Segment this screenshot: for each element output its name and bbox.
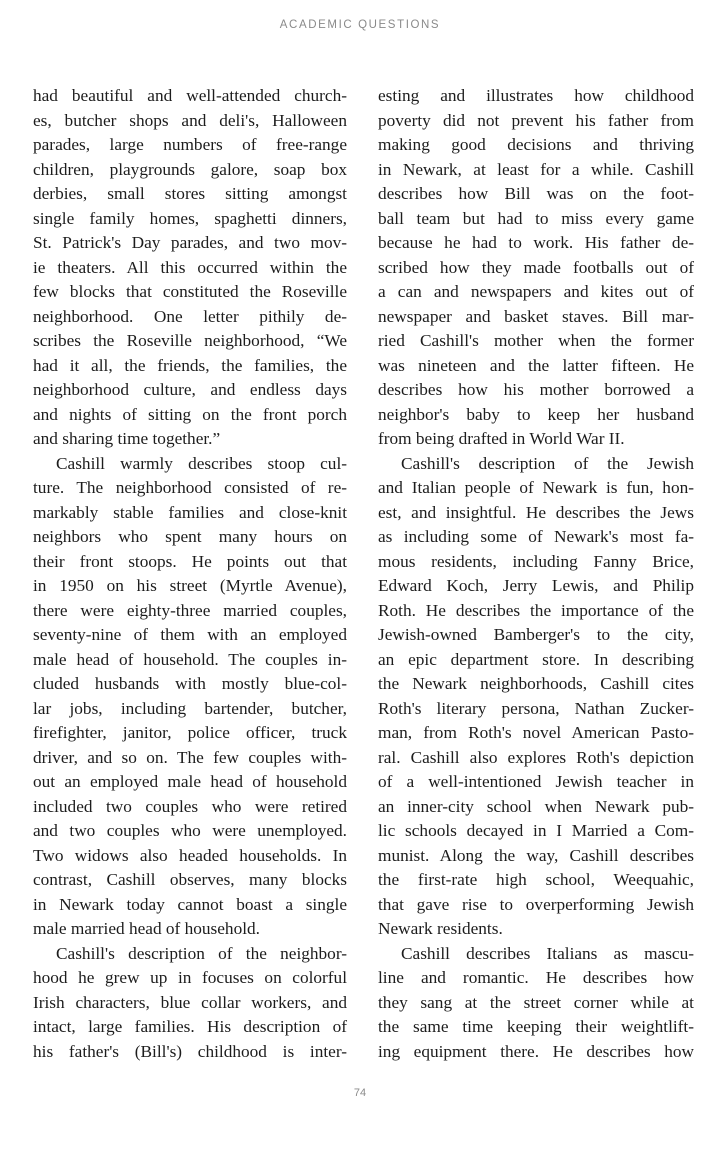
right-line-22: Roth. He describes the importance of the — [378, 600, 694, 620]
left-line-4: children, playgrounds galore, soap box — [33, 159, 347, 179]
left-line-2: es, butcher shops and deli's, Halloween — [33, 110, 347, 130]
left-line-35: male married head of household. — [33, 919, 260, 938]
right-line-24: an epic department store. In describing — [378, 649, 694, 669]
left-line-8: ie theaters. All this occurred within the — [33, 257, 347, 277]
right-line-13: describes how his mother borrowed a — [378, 380, 694, 399]
right-line-23: Jewish-owned Bamberger's to the city, — [378, 625, 694, 644]
left-line-23: seventy-nine of them with an employed — [33, 625, 347, 644]
right-line-8: scribed how they made footballs out of — [378, 257, 694, 277]
left-line-18: markably stable families and close-knit — [33, 502, 347, 522]
right-line-6: ball team but had to miss every game — [378, 208, 694, 228]
right-line-37: line and romantic. He describes how — [378, 968, 694, 987]
left-line-39: intact, large families. His description of — [33, 1017, 347, 1036]
left-line-9: few blocks that constituted the Roseville — [33, 282, 347, 301]
left-line-1: had beautiful and well-attended church- — [33, 86, 347, 105]
left-line-30: included two couples who were retired — [33, 796, 347, 816]
right-line-7: because he had to work. His father de- — [378, 233, 694, 252]
left-line-7: St. Patrick's Day parades, and two mov- — [33, 233, 347, 252]
right-line-17: and Italian people of Newark is fun, hon- — [378, 478, 694, 497]
right-line-18: est, and insightful. He describes the Jews — [378, 502, 694, 522]
page-number: 74 — [353, 1087, 367, 1099]
left-line-33: contrast, Cashill observes, many blocks — [33, 870, 347, 889]
right-line-2: poverty did not prevent his father from — [378, 110, 694, 130]
left-line-22: there were eighty-three married couples, — [33, 600, 347, 620]
left-line-29: out an employed male head of household — [33, 772, 347, 791]
right-line-4: in Newark, at least for a while. Cashill — [378, 159, 694, 179]
right-line-29: of a well-intentioned Jewish teacher in — [378, 772, 694, 791]
left-line-27: firefighter, janitor, police officer, truck — [33, 723, 347, 742]
right-line-40: ing equipment there. He describes how — [378, 1041, 694, 1061]
left-line-5: derbies, small stores sitting amongst — [33, 184, 347, 203]
right-line-36: Cashill describes Italians as mascu- — [401, 943, 694, 963]
right-line-32: munist. Along the way, Cashill describes — [378, 845, 694, 865]
left-line-31: and two couples who were unemployed. — [33, 821, 347, 840]
left-line-13: neighborhood culture, and endless days — [33, 380, 347, 399]
left-line-14: and nights of sitting on the front porch — [33, 404, 347, 424]
left-line-15: and sharing time together.” — [33, 429, 221, 448]
right-line-31: lic schools decayed in I Married a Com- — [378, 821, 694, 840]
right-line-38: they sang at the street corner while at — [378, 992, 694, 1012]
right-line-14: neighbor's baby to keep her husband — [378, 404, 694, 424]
right-line-5: describes how Bill was on the foot- — [378, 184, 694, 203]
left-line-25: cluded husbands with mostly blue-col- — [33, 674, 347, 693]
left-line-34: in Newark today cannot boast a single — [33, 894, 347, 914]
left-line-28: driver, and so on. The few couples with- — [33, 747, 347, 767]
right-line-10: newspaper and basket staves. Bill mar- — [378, 306, 694, 326]
left-line-17: ture. The neighborhood consisted of re- — [33, 478, 347, 497]
right-column — [378, 84, 694, 1064]
left-line-40: his father's (Bill's) childhood is inter- — [33, 1041, 347, 1061]
left-line-11: scribes the Roseville neighborhood, “We — [33, 331, 347, 350]
right-line-28: ral. Cashill also explores Roth's depiction — [378, 747, 694, 767]
right-line-15: from being drafted in World War II. — [378, 429, 625, 448]
left-line-19: neighbors who spent many hours on — [33, 527, 347, 546]
right-line-25: the Newark neighborhoods, Cashill cites — [378, 674, 694, 693]
right-line-20: mous residents, including Fanny Brice, — [378, 551, 694, 571]
right-line-30: an inner-city school when Newark pub- — [378, 796, 694, 816]
left-column — [33, 84, 347, 1064]
left-line-21: in 1950 on his street (Myrtle Avenue), — [33, 576, 347, 595]
right-line-3: making good decisions and thriving — [378, 135, 694, 154]
right-line-27: man, from Roth's novel American Pasto- — [378, 723, 694, 742]
left-line-10: neighborhood. One letter pithily de- — [33, 306, 347, 326]
left-line-36: Cashill's description of the neighbor- — [56, 943, 347, 963]
running-head: ACADEMIC QUESTIONS — [279, 19, 441, 31]
right-line-21: Edward Koch, Jerry Lewis, and Philip — [378, 576, 694, 595]
right-line-39: the same time keeping their weightlift- — [378, 1017, 694, 1036]
left-line-38: Irish characters, blue collar workers, and — [33, 992, 347, 1012]
right-line-12: was nineteen and the latter fifteen. He — [378, 355, 694, 375]
left-line-37: hood he grew up in focuses on colorful — [33, 968, 347, 987]
left-line-16: Cashill warmly describes stoop cul- — [56, 453, 347, 473]
right-line-11: ried Cashill's mother when the former — [378, 331, 694, 350]
right-line-35: Newark residents. — [378, 919, 503, 938]
right-line-1: esting and illustrates how childhood — [378, 86, 694, 105]
left-line-26: lar jobs, including bartender, butcher, — [33, 698, 347, 718]
right-line-34: that gave rise to overperforming Jewish — [378, 894, 694, 914]
left-line-32: Two widows also headed households. In — [33, 845, 347, 865]
left-line-24: male head of household. The couples in- — [33, 649, 347, 669]
left-line-12: had it all, the friends, the families, the — [33, 355, 347, 375]
right-line-16: Cashill's description of the Jewish — [401, 453, 694, 473]
right-line-9: a can and newspapers and kites out of — [378, 282, 694, 301]
left-line-20: their front stoops. He points out that — [33, 551, 347, 571]
right-line-19: as including some of Newark's most fa- — [378, 527, 694, 546]
left-line-3: parades, large numbers of free-range — [33, 135, 347, 154]
right-line-26: Roth's literary persona, Nathan Zucker- — [378, 698, 694, 718]
left-line-6: single family homes, spaghetti dinners, — [33, 208, 347, 228]
right-line-33: the first-rate high school, Weequahic, — [378, 870, 694, 889]
